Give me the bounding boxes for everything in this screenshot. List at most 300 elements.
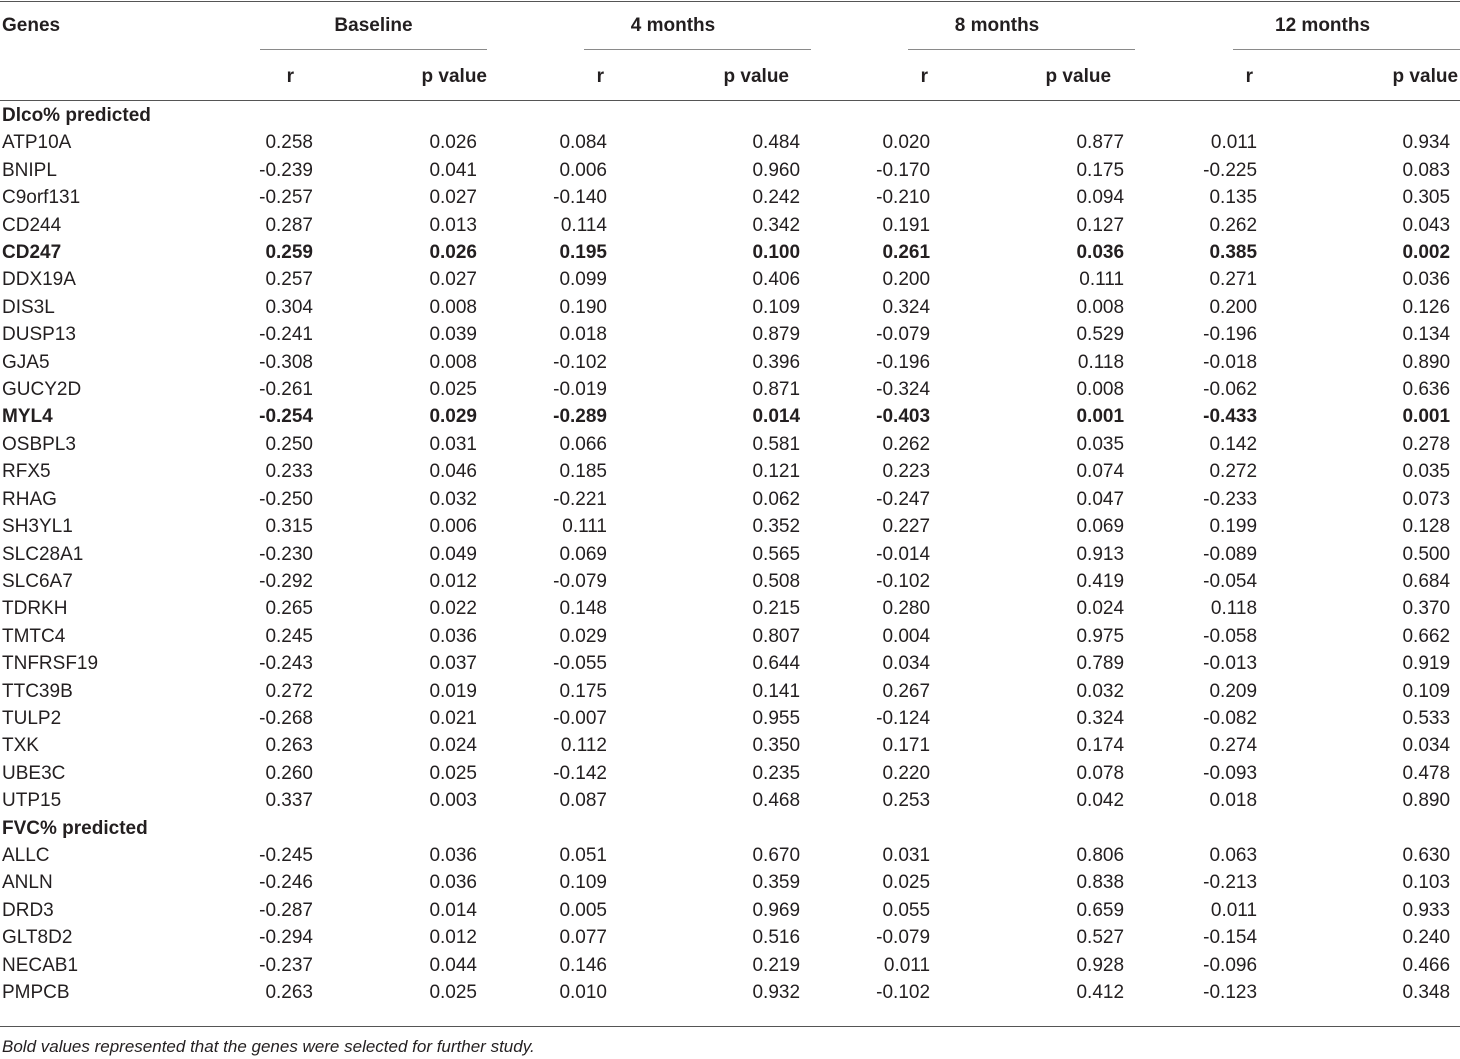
p-value-cell: 0.035: [1076, 433, 1125, 455]
timepoint-header-12-months: 12 months: [1275, 15, 1371, 36]
p-value-cell: 0.029: [429, 406, 477, 428]
r-value-cell: -0.292: [259, 570, 313, 592]
gene-name-cell: GUCY2D: [2, 379, 82, 401]
r-value-cell: -0.237: [259, 954, 313, 976]
r-value-cell: -0.250: [259, 488, 313, 510]
r-value-cell: -0.241: [259, 324, 313, 346]
gene-name-cell: DRD3: [2, 899, 54, 921]
r-value-cell: 0.011: [1210, 132, 1258, 154]
p-value-cell: 0.955: [752, 707, 801, 729]
r-value-cell: -0.007: [553, 707, 607, 729]
p-value-cell: 0.879: [752, 324, 801, 346]
r-value-cell: 0.260: [265, 762, 313, 784]
p-value-cell: 0.565: [752, 543, 801, 565]
table-row: [0, 595, 1460, 622]
p-value-cell: 0.121: [752, 461, 801, 483]
gene-name-cell: DDX19A: [2, 269, 76, 291]
gene-name-cell: NECAB1: [2, 954, 79, 976]
r-value-cell: 0.077: [559, 927, 607, 949]
p-value-cell: 0.001: [1076, 406, 1125, 428]
p-value-cell: 0.659: [1076, 899, 1125, 921]
r-value-cell: 0.265: [265, 598, 313, 620]
r-value-cell: -0.013: [1203, 653, 1258, 675]
r-value-cell: 0.175: [559, 680, 607, 702]
p-value-cell: 0.014: [752, 406, 801, 428]
p-value-cell: 0.175: [1076, 159, 1125, 181]
gene-name-cell: CD244: [2, 214, 62, 236]
section-header-row: [0, 102, 1460, 129]
p-value-cell: 0.466: [1402, 954, 1451, 976]
p-value-cell: 0.111: [1079, 269, 1125, 291]
table-row: [0, 212, 1460, 239]
r-value-cell: 0.304: [265, 296, 313, 318]
p-value-cell: 0.100: [752, 242, 801, 264]
p-value-cell: 0.026: [429, 242, 477, 264]
r-value-cell: 0.109: [559, 872, 607, 894]
p-value-cell: 0.877: [1076, 132, 1125, 154]
p-value-cell: 0.008: [1076, 296, 1125, 318]
table-row: [0, 403, 1460, 430]
r-value-cell: 0.191: [882, 214, 931, 236]
p-value-cell: 0.043: [1402, 214, 1451, 236]
r-value-cell: 0.004: [882, 625, 931, 647]
p-value-cell: 0.406: [752, 269, 801, 291]
r-value-cell: 0.227: [882, 516, 931, 538]
r-value-cell: 0.258: [265, 132, 313, 154]
r-value-cell: -0.018: [1203, 351, 1258, 373]
p-value-cell: 0.083: [1402, 159, 1451, 181]
r-value-cell: 0.099: [559, 269, 607, 291]
p-value-cell: 0.014: [429, 899, 477, 921]
r-value-cell: -0.014: [876, 543, 931, 565]
r-value-cell: -0.102: [876, 570, 931, 592]
p-value-cell: 0.008: [1076, 379, 1125, 401]
timepoint-header-baseline: Baseline: [334, 15, 413, 36]
r-value-cell: 0.259: [265, 242, 313, 264]
gene-name-cell: RHAG: [2, 488, 57, 510]
r-value-cell: -0.247: [876, 488, 931, 510]
p-value-cell: 0.021: [429, 707, 477, 729]
r-value-cell: -0.246: [259, 872, 313, 894]
r-value-cell: -0.243: [259, 653, 313, 675]
r-value-cell: -0.093: [1203, 762, 1258, 784]
section-header-row: [0, 815, 1460, 842]
r-value-cell: -0.079: [553, 570, 607, 592]
r-value-cell: -0.170: [876, 159, 931, 181]
r-value-cell: -0.294: [259, 927, 313, 949]
r-value-cell: 0.034: [882, 653, 931, 675]
table-row: [0, 486, 1460, 513]
p-value-cell: 0.027: [429, 187, 477, 209]
r-value-cell: 0.337: [265, 790, 313, 812]
r-value-cell: -0.210: [876, 187, 931, 209]
p-value-cell: 0.890: [1402, 790, 1451, 812]
table-row: [0, 376, 1460, 403]
table-row: [0, 924, 1460, 951]
p-value-cell: 0.141: [752, 680, 801, 702]
r-value-cell: 0.280: [882, 598, 931, 620]
p-value-cell: 0.013: [429, 214, 477, 236]
p-value-cell: 0.126: [1402, 296, 1451, 318]
table-body: [0, 102, 1460, 1006]
p-value-cell: 0.109: [752, 296, 801, 318]
p-value-cell: 0.806: [1076, 844, 1125, 866]
r-value-cell: 0.066: [559, 433, 607, 455]
r-value-cell: -0.308: [259, 351, 313, 373]
r-value-cell: -0.019: [553, 379, 607, 401]
genes-header: Genes: [2, 15, 61, 36]
table-row: [0, 979, 1460, 1006]
table-row: [0, 732, 1460, 759]
p-value-cell: 0.419: [1076, 570, 1125, 592]
r-value-cell: 0.220: [882, 762, 931, 784]
p-value-cell: 0.036: [429, 872, 477, 894]
p-value-cell: 0.118: [1077, 351, 1125, 373]
table-row: [0, 431, 1460, 458]
r-value-cell: 0.031: [882, 844, 931, 866]
r-value-cell: 0.263: [265, 982, 313, 1003]
table-row: [0, 952, 1460, 979]
r-value-cell: -0.096: [1203, 954, 1258, 976]
table-row: [0, 458, 1460, 485]
p-value-cell: 0.342: [752, 214, 801, 236]
p-value-cell: 0.359: [752, 872, 801, 894]
r-value-cell: 0.257: [265, 269, 313, 291]
r-value-cell: 0.011: [1210, 899, 1258, 921]
r-value-cell: 0.233: [265, 461, 313, 483]
r-value-cell: 0.199: [1209, 516, 1258, 538]
r-value-cell: -0.055: [553, 653, 607, 675]
p-value-cell: 0.789: [1076, 653, 1125, 675]
p-value-cell: 0.008: [429, 351, 477, 373]
r-value-cell: -0.324: [876, 379, 931, 401]
r-value-cell: -0.123: [1203, 982, 1258, 1003]
table-row: [0, 513, 1460, 540]
p-value-cell: 0.019: [429, 680, 477, 702]
p-value-cell: 0.468: [752, 790, 801, 812]
gene-name-cell: SH3YL1: [2, 516, 73, 538]
p-value-cell: 0.002: [1402, 242, 1451, 264]
p-value-cell: 0.103: [1402, 872, 1451, 894]
p-value-cell: 0.278: [1402, 433, 1451, 455]
p-value-cell: 0.324: [1076, 707, 1125, 729]
p-value-cell: 0.034: [1402, 735, 1451, 757]
r-value-cell: 0.271: [1209, 269, 1258, 291]
p-value-cell: 0.003: [429, 790, 477, 812]
p-value-cell: 0.032: [1076, 680, 1125, 702]
p-value-cell: 0.036: [429, 844, 477, 866]
p-value-cell: 0.838: [1076, 872, 1125, 894]
p-value-cell: 0.026: [429, 132, 477, 154]
r-value-cell: 0.200: [1209, 296, 1258, 318]
r-value-cell: 0.272: [1209, 461, 1258, 483]
p-value-cell: 0.046: [429, 461, 477, 483]
gene-name-cell: BNIPL: [2, 159, 57, 181]
r-value-cell: 0.029: [559, 625, 607, 647]
p-value-cell: 0.240: [1402, 927, 1451, 949]
p-value-cell: 0.012: [429, 570, 477, 592]
r-value-cell: 0.262: [1209, 214, 1258, 236]
gene-name-cell: SLC6A7: [2, 570, 73, 592]
table-row: [0, 760, 1460, 787]
table-row: [0, 349, 1460, 376]
p-value-cell: 0.022: [429, 598, 477, 620]
r-value-cell: -0.102: [553, 351, 607, 373]
r-value-cell: 0.223: [882, 461, 931, 483]
r-value-cell: 0.272: [265, 680, 313, 702]
gene-name-cell: TXK: [2, 735, 39, 757]
r-value-cell: 0.111: [562, 516, 607, 538]
r-value-cell: 0.051: [559, 844, 607, 866]
p-value-cell: 0.008: [429, 296, 477, 318]
r-value-cell: 0.195: [559, 242, 607, 264]
r-value-cell: 0.018: [559, 324, 607, 346]
p-value-cell: 0.025: [429, 982, 477, 1003]
p-value-cell: 0.500: [1402, 543, 1451, 565]
r-value-cell: 0.084: [559, 132, 607, 154]
r-header: r: [596, 66, 604, 87]
r-value-cell: 0.263: [265, 735, 313, 757]
r-value-cell: 0.287: [265, 214, 313, 236]
p-value-cell: 0.219: [752, 954, 801, 976]
table-row: [0, 568, 1460, 595]
r-value-cell: 0.253: [882, 790, 931, 812]
r-value-cell: -0.102: [876, 982, 931, 1003]
r-value-cell: -0.124: [876, 707, 931, 729]
table-row: [0, 157, 1460, 184]
p-value-cell: 0.047: [1076, 488, 1125, 510]
p-value-cell: 0.127: [1076, 214, 1125, 236]
header-blank: [0, 52, 200, 102]
r-value-cell: -0.254: [259, 406, 313, 428]
p-value-cell: 0.073: [1402, 488, 1451, 510]
p-value-cell: 0.215: [752, 598, 801, 620]
section-title: FVC% predicted: [2, 817, 148, 839]
r-value-cell: 0.324: [882, 296, 931, 318]
p-value-cell: 0.960: [752, 159, 801, 181]
r-value-cell: 0.385: [1209, 242, 1258, 264]
table-row: [0, 678, 1460, 705]
r-value-cell: -0.154: [1203, 927, 1258, 949]
section-title: Dlco% predicted: [2, 105, 151, 126]
p-value-cell: 0.035: [1402, 461, 1451, 483]
p-value-cell: 0.235: [752, 762, 801, 784]
r-value-cell: 0.069: [559, 543, 607, 565]
table-row: [0, 705, 1460, 732]
gene-name-cell: ANLN: [2, 872, 53, 894]
gene-name-cell: TDRKH: [2, 598, 68, 620]
r-value-cell: -0.062: [1203, 379, 1258, 401]
p-value-cell: 0.913: [1076, 543, 1125, 565]
p-value-cell: 0.919: [1402, 653, 1451, 675]
p-value-cell: 0.370: [1402, 598, 1451, 620]
p-value-cell: 0.001: [1402, 406, 1451, 428]
r-value-cell: 0.010: [559, 982, 607, 1003]
gene-name-cell: UBE3C: [2, 762, 66, 784]
r-value-cell: 0.315: [265, 516, 313, 538]
p-value-cell: 0.006: [429, 516, 477, 538]
p-value-cell: 0.078: [1076, 762, 1125, 784]
r-value-cell: 0.185: [559, 461, 607, 483]
r-value-cell: 0.055: [882, 899, 931, 921]
p-value-cell: 0.396: [752, 351, 801, 373]
r-value-cell: -0.289: [553, 406, 607, 428]
p-value-cell: 0.039: [429, 324, 477, 346]
p-value-cell: 0.242: [752, 187, 801, 209]
p-value-cell: 0.478: [1402, 762, 1451, 784]
r-value-cell: -0.261: [259, 379, 313, 401]
p-value-cell: 0.928: [1076, 954, 1125, 976]
r-value-cell: -0.196: [876, 351, 931, 373]
r-value-cell: -0.079: [876, 927, 931, 949]
p-value-cell: 0.109: [1402, 680, 1451, 702]
p-value-cell: 0.036: [429, 625, 477, 647]
p-value-cell: 0.348: [1402, 982, 1451, 1003]
r-value-cell: -0.142: [553, 762, 607, 784]
r-value-cell: -0.213: [1203, 872, 1258, 894]
table-row: [0, 239, 1460, 266]
r-value-cell: -0.433: [1203, 406, 1258, 428]
timepoint-header-8-months: 8 months: [954, 15, 1040, 36]
r-value-cell: 0.005: [559, 899, 607, 921]
r-header: r: [286, 66, 294, 87]
p-value-cell: 0.684: [1402, 570, 1451, 592]
p-value-cell: 0.069: [1076, 516, 1125, 538]
p-value-cell: 0.032: [429, 488, 477, 510]
p-value-cell: 0.031: [429, 433, 477, 455]
p-value-cell: 0.662: [1402, 625, 1451, 647]
p-value-cell: 0.134: [1402, 324, 1451, 346]
gene-name-cell: UTP15: [2, 790, 62, 812]
table-row: [0, 842, 1460, 869]
r-value-cell: 0.114: [560, 214, 607, 236]
p-header: p value: [1392, 66, 1459, 87]
p-value-cell: 0.412: [1076, 982, 1125, 1003]
r-value-cell: 0.135: [1209, 187, 1258, 209]
r-value-cell: 0.267: [882, 680, 931, 702]
p-value-cell: 0.871: [752, 379, 801, 401]
r-value-cell: 0.142: [1209, 433, 1258, 455]
gene-name-cell: TNFRSF19: [2, 653, 99, 675]
gene-name-cell: DIS3L: [2, 296, 55, 318]
table-row: [0, 541, 1460, 568]
r-value-cell: -0.082: [1203, 707, 1258, 729]
gene-name-cell: MYL4: [2, 406, 53, 428]
gene-name-cell: PMPCB: [2, 982, 70, 1003]
p-value-cell: 0.581: [752, 433, 801, 455]
r-value-cell: -0.054: [1203, 570, 1258, 592]
p-value-cell: 0.807: [752, 625, 801, 647]
gene-name-cell: GLT8D2: [2, 927, 73, 949]
r-value-cell: -0.268: [259, 707, 313, 729]
p-value-cell: 0.041: [429, 159, 477, 181]
r-value-cell: -0.058: [1203, 625, 1258, 647]
r-value-cell: 0.011: [883, 954, 931, 976]
p-value-cell: 0.508: [752, 570, 801, 592]
gene-name-cell: ALLC: [2, 844, 50, 866]
table-row: [0, 650, 1460, 677]
r-value-cell: -0.230: [259, 543, 313, 565]
r-value-cell: -0.225: [1203, 159, 1258, 181]
p-value-cell: 0.036: [1076, 242, 1125, 264]
gene-name-cell: TMTC4: [2, 625, 66, 647]
p-value-cell: 0.527: [1076, 927, 1125, 949]
p-value-cell: 0.352: [752, 516, 801, 538]
r-header: r: [1245, 66, 1254, 87]
timepoint-header-4-months: 4 months: [630, 15, 716, 36]
r-value-cell: 0.146: [559, 954, 607, 976]
p-value-cell: 0.036: [1402, 269, 1451, 291]
p-value-cell: 0.128: [1402, 516, 1451, 538]
table-row: [0, 184, 1460, 211]
r-value-cell: 0.262: [882, 433, 931, 455]
r-value-cell: -0.287: [259, 899, 313, 921]
p-value-cell: 0.062: [752, 488, 801, 510]
gene-name-cell: GJA5: [2, 351, 50, 373]
r-value-cell: -0.089: [1203, 543, 1258, 565]
p-value-cell: 0.484: [752, 132, 801, 154]
r-value-cell: 0.274: [1209, 735, 1258, 757]
p-value-cell: 0.516: [752, 927, 801, 949]
p-value-cell: 0.024: [1076, 598, 1125, 620]
r-value-cell: 0.148: [559, 598, 607, 620]
r-value-cell: 0.018: [1209, 790, 1258, 812]
r-value-cell: 0.200: [882, 269, 931, 291]
p-value-cell: 0.074: [1076, 461, 1125, 483]
table-row: [0, 897, 1460, 924]
p-value-cell: 0.024: [429, 735, 477, 757]
header-row-timepoints: [0, 0, 1460, 52]
r-value-cell: -0.245: [259, 844, 313, 866]
r-value-cell: -0.079: [876, 324, 931, 346]
r-value-cell: -0.140: [553, 187, 607, 209]
r-value-cell: 0.087: [559, 790, 607, 812]
p-value-cell: 0.890: [1402, 351, 1451, 373]
gene-name-cell: OSBPL3: [2, 433, 76, 455]
r-value-cell: 0.171: [882, 735, 931, 757]
p-value-cell: 0.174: [1076, 735, 1125, 757]
p-value-cell: 0.025: [429, 762, 477, 784]
table-footnote: Bold values represented that the genes were selected for further study.: [2, 1037, 535, 1056]
p-value-cell: 0.933: [1402, 899, 1451, 921]
table-row: [0, 129, 1460, 156]
p-value-cell: 0.094: [1076, 187, 1125, 209]
p-value-cell: 0.630: [1402, 844, 1451, 866]
r-value-cell: -0.221: [553, 488, 607, 510]
gene-name-cell: ATP10A: [2, 132, 72, 154]
p-value-cell: 0.350: [752, 735, 801, 757]
r-value-cell: 0.063: [1209, 844, 1258, 866]
p-value-cell: 0.975: [1076, 625, 1125, 647]
table-row: [0, 266, 1460, 293]
p-value-cell: 0.044: [429, 954, 477, 976]
p-value-cell: 0.305: [1402, 187, 1451, 209]
r-value-cell: 0.190: [559, 296, 607, 318]
p-value-cell: 0.529: [1076, 324, 1125, 346]
p-header: p value: [1045, 66, 1112, 87]
p-value-cell: 0.644: [752, 653, 801, 675]
r-value-cell: -0.196: [1203, 324, 1258, 346]
p-value-cell: 0.042: [1076, 790, 1125, 812]
r-value-cell: 0.261: [882, 242, 931, 264]
table-row: [0, 321, 1460, 348]
p-value-cell: 0.037: [429, 653, 477, 675]
table-row: [0, 623, 1460, 650]
p-value-cell: 0.932: [752, 982, 801, 1003]
r-header: r: [920, 66, 929, 87]
p-header: p value: [723, 66, 790, 87]
p-value-cell: 0.934: [1402, 132, 1451, 154]
